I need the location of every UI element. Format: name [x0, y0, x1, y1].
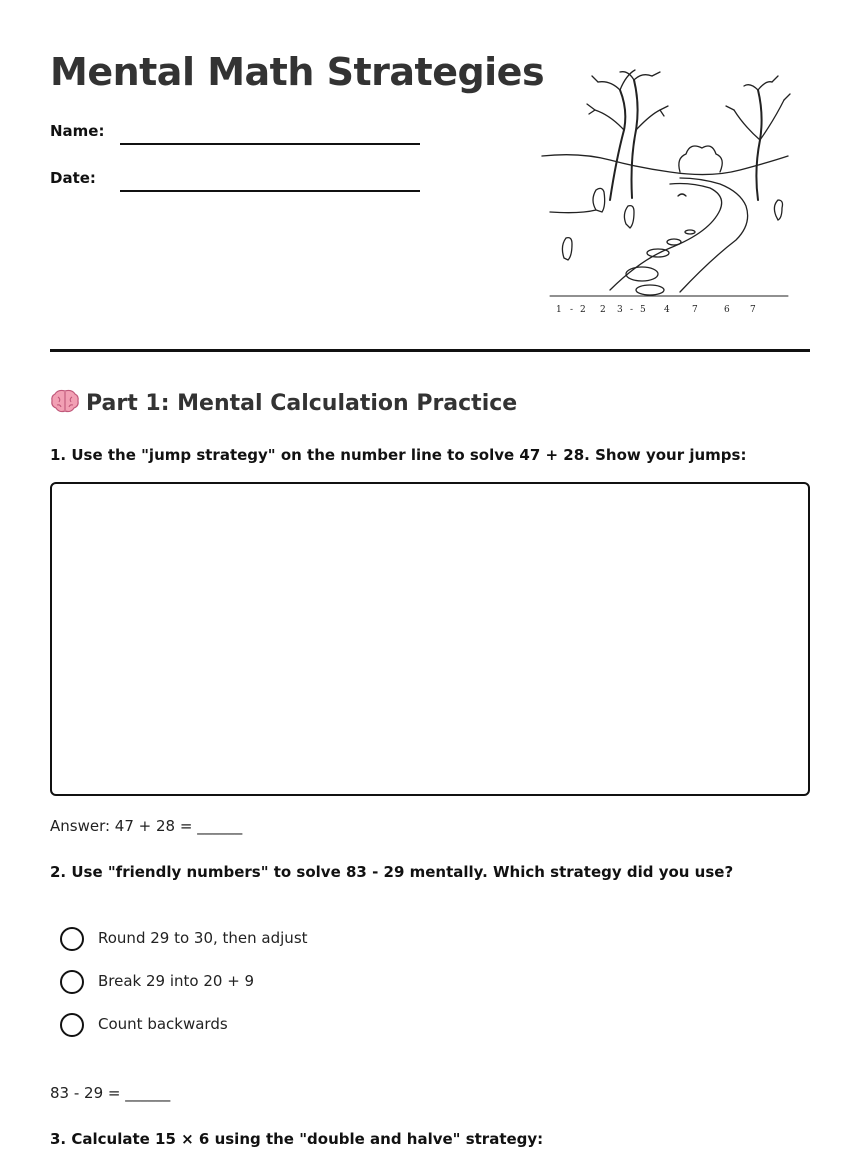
option-label: Count backwards — [98, 1015, 228, 1033]
header-divider — [50, 349, 810, 352]
date-line[interactable] — [120, 190, 420, 192]
landscape-illustration — [540, 60, 800, 320]
page-title: Mental Math Strategies — [50, 50, 545, 94]
question-3: 3. Calculate 15 × 6 using the "double and halve" strategy: — [50, 1130, 544, 1148]
name-line[interactable] — [120, 143, 420, 145]
numline-tick-label: 4 — [664, 305, 670, 315]
numline-tick-label: - — [630, 305, 634, 315]
name-label: Name: — [50, 122, 105, 140]
numline-tick-label: - — [570, 305, 574, 315]
option-label: Round 29 to 30, then adjust — [98, 929, 308, 947]
jump-strategy-work-area[interactable] — [50, 482, 810, 796]
numline-tick-label: 6 — [724, 305, 730, 315]
question-1: 1. Use the "jump strategy" on the number line to solve 47 + 28. Show your jumps: — [50, 446, 747, 464]
q1-answer[interactable]: Answer: 47 + 28 = ______ — [50, 817, 243, 835]
brain-icon — [50, 388, 80, 414]
numline-tick-label: 1 — [556, 305, 562, 315]
numline-tick-label: 2 — [580, 305, 586, 315]
part1-title — [50, 388, 517, 416]
radio-button[interactable] — [60, 927, 84, 951]
worksheet-page — [50, 0, 810, 1161]
radio-button[interactable] — [60, 1013, 84, 1037]
numline-tick-label: 2 — [600, 305, 606, 315]
numline-tick-label: 7 — [750, 305, 756, 315]
numline-tick-label: 3 — [617, 305, 623, 315]
numline-tick-label: 7 — [692, 305, 698, 315]
q2-answer[interactable]: 83 - 29 = ______ — [50, 1084, 171, 1102]
question-2: 2. Use "friendly numbers" to solve 83 - 29 mentally. Which strategy did you use? — [50, 863, 734, 881]
numline-tick-label: 5 — [640, 305, 646, 315]
radio-button[interactable] — [60, 970, 84, 994]
option-label: Break 29 into 20 + 9 — [98, 972, 255, 990]
part1-title-text: Part 1: Mental Calculation Practice — [86, 391, 518, 416]
date-label: Date: — [50, 169, 96, 187]
